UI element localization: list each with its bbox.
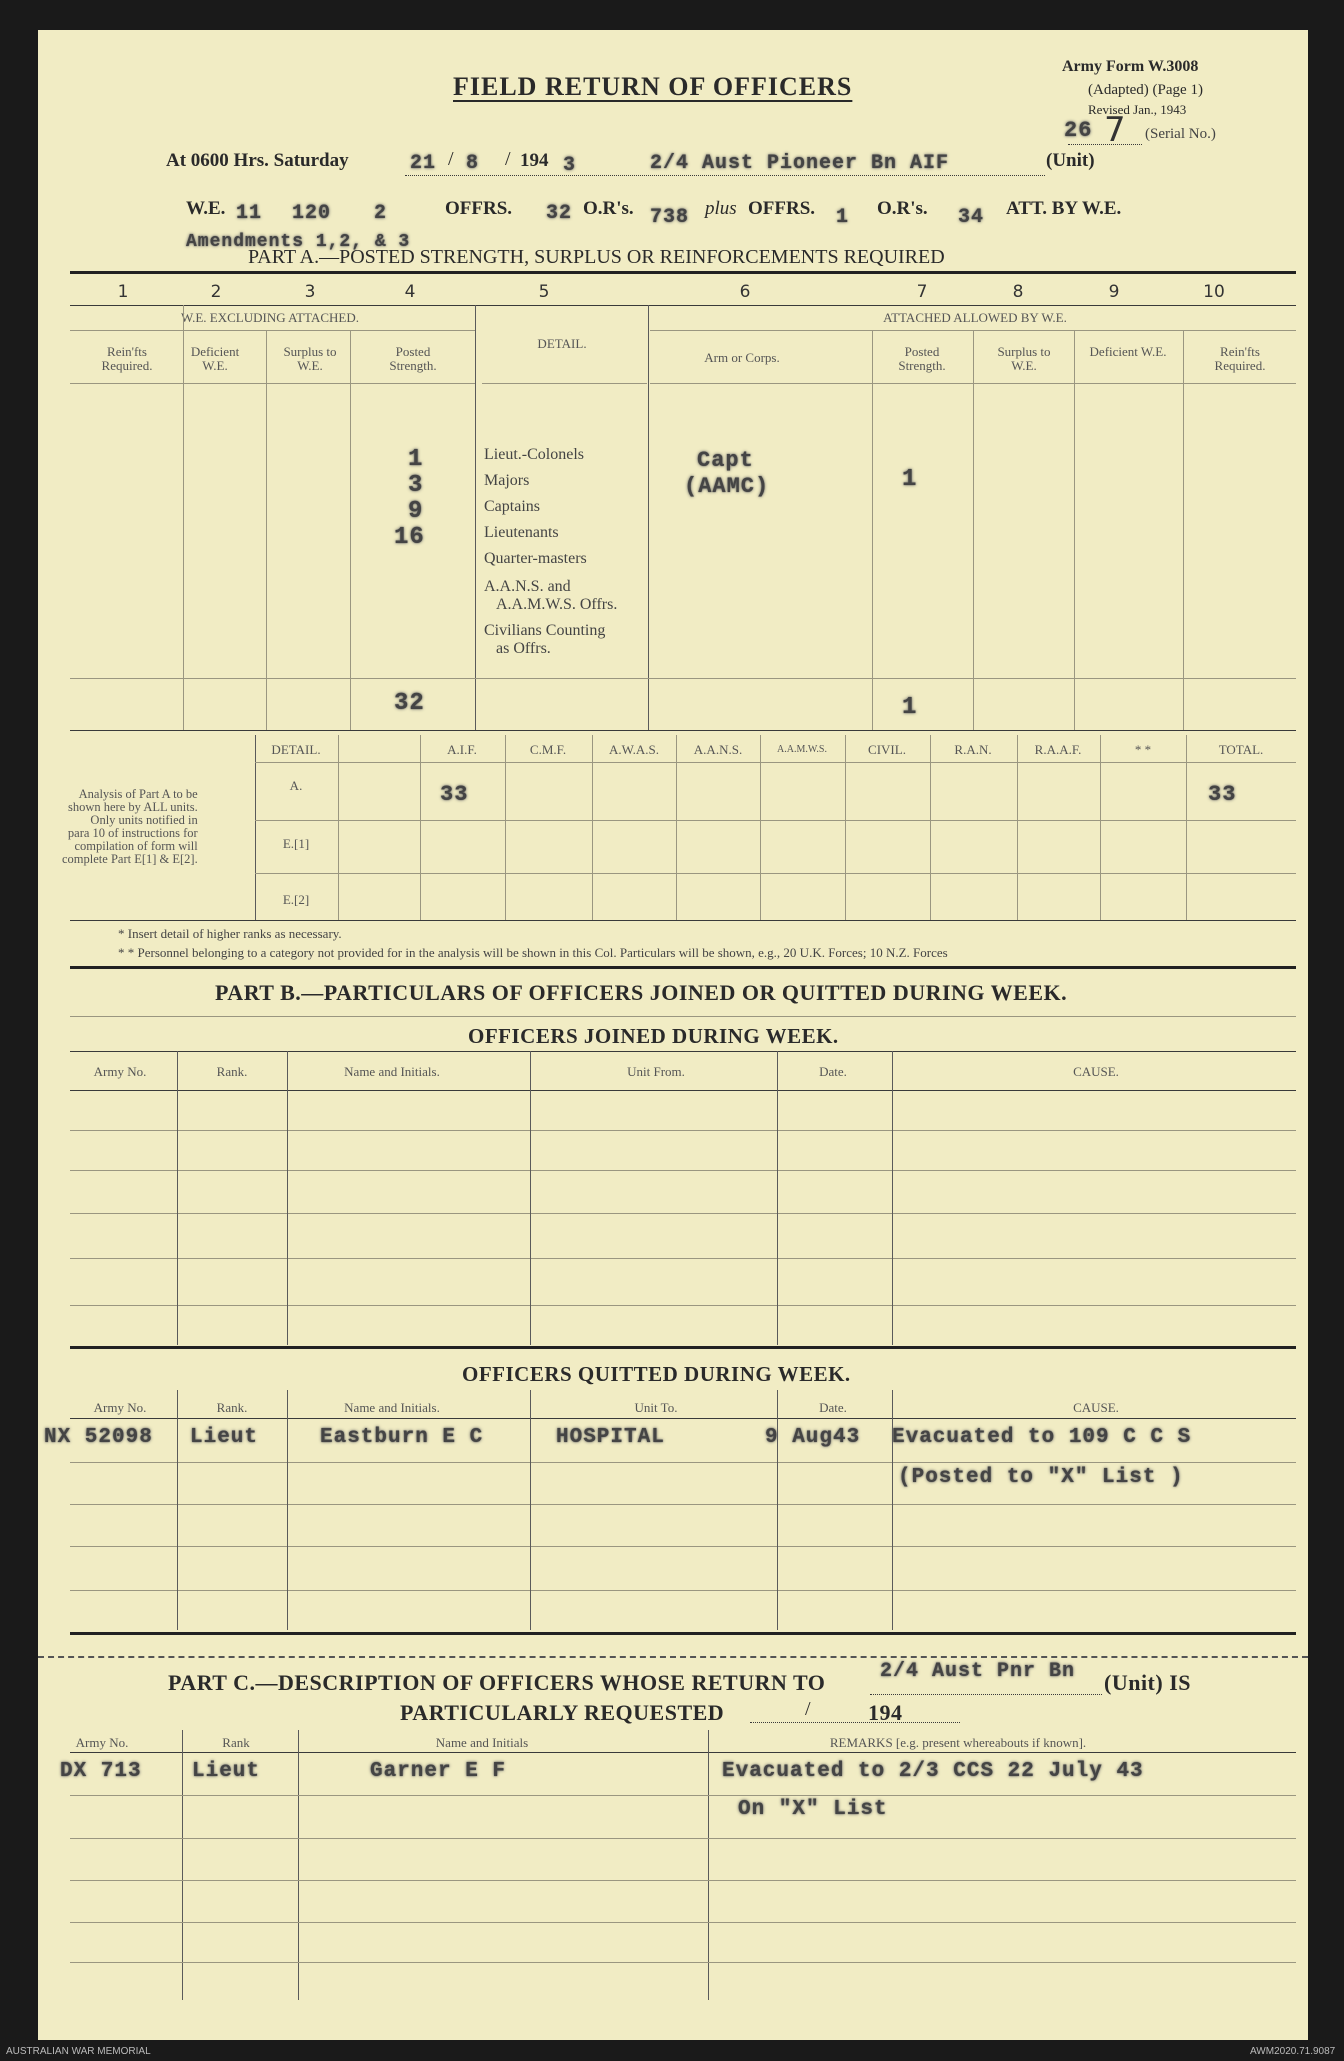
joined-col: Unit From. <box>627 1064 685 1079</box>
part-c-unit: 2/4 Aust Pnr Bn <box>880 1660 1076 1683</box>
footnote-2: * * Personnel belonging to a category not provided for in the analysis will be shown in this Col. Particulars will be shown, e.g., 20 U.K. Forces; 10 N.Z. Forces <box>118 945 948 960</box>
serial-handwritten: 7 <box>1104 110 1126 150</box>
attached-arm: Capt <box>697 448 754 473</box>
part-c-col: Name and Initials <box>435 1735 529 1750</box>
quitted-army-no: NX 52098 <box>44 1426 153 1449</box>
posted-lt-col: 1 <box>408 446 424 473</box>
plus-offrs-value: 1 <box>836 206 850 229</box>
head-posted-strength: Posted Strength. <box>389 344 437 373</box>
attached-posted: 1 <box>902 466 918 493</box>
col-number: 6 <box>739 282 751 302</box>
head-reinfts-required: Rein'fts Required. <box>101 344 153 373</box>
part-c-remarks: Evacuated to 2/3 CCS 22 July 43 <box>722 1760 1144 1783</box>
attached-total: 1 <box>902 694 918 721</box>
detail-row: A.A.M.W.S. Offrs. <box>496 596 618 613</box>
form-title: FIELD RETURN OF OFFICERS <box>453 72 853 101</box>
analysis-col: A.A.N.S. <box>693 742 743 757</box>
head-arm-corps: Arm or Corps. <box>704 350 780 365</box>
col-number: 9 <box>1108 282 1120 302</box>
analysis-col: R.A.N. <box>954 742 992 757</box>
form-number: Army Form W.3008 <box>1062 58 1199 75</box>
plus-offrs-label: OFFRS. <box>748 198 816 219</box>
analysis-col: A.A.M.W.S. <box>777 744 827 755</box>
quitted-title: OFFICERS QUITTED DURING WEEK. <box>462 1362 851 1386</box>
analysis-col: TOTAL. <box>1218 742 1264 757</box>
quitted-rank: Lieut <box>190 1426 259 1449</box>
we-excluding-header: W.E. EXCLUDING ATTACHED. <box>181 310 359 325</box>
col-number: 4 <box>404 282 416 302</box>
detail-row: as Offrs. <box>496 640 551 657</box>
ors-label: O.R's. <box>583 198 634 219</box>
quitted-col: Unit To. <box>634 1400 678 1415</box>
attached-header: ATTACHED ALLOWED BY W.E. <box>883 310 1067 325</box>
posted-captains: 9 <box>408 498 424 525</box>
joined-col: Name and Initials. <box>344 1064 440 1079</box>
head-att-deficient: Deficient W.E. <box>1089 344 1167 359</box>
plus-label: plus <box>705 198 737 219</box>
head-detail: DETAIL. <box>537 336 587 351</box>
part-c-col: Army No. <box>75 1735 129 1750</box>
offrs-label: OFFRS. <box>445 198 513 219</box>
head-att-posted: Posted Strength. <box>898 344 946 373</box>
plus-ors-value: 34 <box>958 206 985 229</box>
analysis-row-label: E.[1] <box>282 836 310 851</box>
part-c-title: PART C.—DESCRIPTION OF OFFICERS WHOSE RETURN TO <box>168 1670 826 1695</box>
unit-label: (Unit) <box>1046 150 1095 171</box>
col-number: 1 <box>117 282 129 302</box>
head-att-surplus: Surplus to W.E. <box>997 344 1051 373</box>
part-c-col: Rank <box>222 1735 250 1750</box>
col-number: 10 <box>1203 282 1225 302</box>
detail-row: Civilians Counting <box>484 622 606 639</box>
analysis-col: A.W.A.S. <box>608 742 660 757</box>
head-deficient-we: Deficient W.E. <box>190 344 240 373</box>
col-number: 7 <box>916 282 928 302</box>
detail-row: Lieut.-Colonels <box>484 446 584 463</box>
analysis-col: CIVIL. <box>868 742 906 757</box>
quitted-col: Name and Initials. <box>344 1400 440 1415</box>
analysis-col: A.I.F. <box>447 742 477 757</box>
head-att-reinfts: Rein'fts Required. <box>1214 344 1266 373</box>
footer-source: AUSTRALIAN WAR MEMORIAL <box>6 2046 151 2057</box>
detail-row: Quarter-masters <box>484 550 587 567</box>
col-number: 2 <box>210 282 222 302</box>
year-digit: 3 <box>563 154 577 177</box>
joined-col: Rank. <box>216 1064 248 1079</box>
quitted-name: Eastburn E C <box>320 1426 484 1449</box>
col-number: 3 <box>304 282 316 302</box>
year-prefix: 194 <box>520 150 549 171</box>
part-c-rank: Lieut <box>192 1760 261 1783</box>
posted-majors: 3 <box>408 472 424 499</box>
analysis-total-a: 33 <box>1208 782 1237 807</box>
part-c-year: 194 <box>868 1700 903 1725</box>
part-c-name: Garner E F <box>370 1760 507 1783</box>
analysis-col: * * <box>1134 742 1152 757</box>
quitted-cause: Evacuated to 109 C C S <box>892 1426 1192 1449</box>
ors-value: 738 <box>650 206 690 229</box>
analysis-col: C.M.F. <box>529 742 567 757</box>
analysis-col: DETAIL. <box>271 742 321 757</box>
part-b-title: PART B.—PARTICULARS OF OFFICERS JOINED OR QUITTED DURING WEEK. <box>215 980 1068 1005</box>
joined-col: CAUSE. <box>1073 1064 1119 1079</box>
form-adapted: (Adapted) (Page 1) <box>1088 82 1203 98</box>
we-a: 11 <box>236 202 263 225</box>
analysis-col: R.A.A.F. <box>1034 742 1082 757</box>
plus-ors-label: O.R's. <box>877 198 928 219</box>
we-label: W.E. <box>186 198 226 219</box>
analysis-row-label: E.[2] <box>282 892 310 907</box>
quitted-cause-2: (Posted to "X" List ) <box>898 1466 1184 1489</box>
analysis-row-label: A. <box>289 778 303 793</box>
month-typed: 8 <box>466 152 480 175</box>
part-c-remarks-2: On "X" List <box>738 1798 888 1821</box>
part-c-col: REMARKS [e.g. present whereabouts if known]. <box>829 1735 1087 1750</box>
we-b: 120 <box>292 202 332 225</box>
form-revised: Revised Jan., 1943 <box>1088 102 1187 117</box>
attached-corps: (AAMC) <box>684 474 770 499</box>
serial-typed: 26 <box>1064 118 1093 143</box>
part-a-title: PART A.—POSTED STRENGTH, SURPLUS OR REINFORCEMENTS REQUIRED <box>248 246 945 268</box>
quitted-unit-to: HOSPITAL <box>556 1426 665 1449</box>
footer-id: AWM2020.71.9087 <box>1250 2046 1336 2057</box>
quitted-col: Army No. <box>93 1400 147 1415</box>
unit-name-typed: 2/4 Aust Pioneer Bn AIF <box>650 152 950 175</box>
part-c-unit-is: (Unit) IS <box>1104 1670 1192 1695</box>
quitted-date: 9 Aug43 <box>765 1426 861 1449</box>
joined-col: Army No. <box>93 1064 147 1079</box>
at-time-label: At 0600 Hrs. Saturday <box>166 150 349 171</box>
detail-row: Lieutenants <box>484 524 559 541</box>
posted-total: 32 <box>394 690 425 717</box>
posted-lieutenants: 16 <box>394 524 425 551</box>
col-number: 5 <box>538 282 550 302</box>
head-surplus-we: Surplus to W.E. <box>283 344 337 373</box>
quitted-col: CAUSE. <box>1073 1400 1119 1415</box>
detail-row: Majors <box>484 472 530 489</box>
footnote-1: * Insert detail of higher ranks as necessary. <box>118 926 342 941</box>
analysis-aif-a: 33 <box>440 782 469 807</box>
quitted-col: Rank. <box>216 1400 248 1415</box>
offrs-value: 32 <box>546 202 573 225</box>
part-c-requested: PARTICULARLY REQUESTED <box>400 1700 725 1725</box>
quitted-col: Date. <box>819 1400 847 1415</box>
amendments-typed: Amendments 1,2, & 3 <box>186 232 411 252</box>
serial-label: (Serial No.) <box>1145 126 1216 142</box>
we-c: 2 <box>374 202 388 225</box>
joined-title: OFFICERS JOINED DURING WEEK. <box>468 1024 839 1048</box>
analysis-note: Analysis of Part A to be shown here by ALL units. Only units notified in para 10 of instructions for compilation of form will complete Part E[1] & E[2]. <box>62 787 198 866</box>
detail-row: Captains <box>484 498 540 515</box>
att-by-we-label: ATT. BY W.E. <box>1006 198 1122 219</box>
part-c-army-no: DX 713 <box>60 1760 142 1783</box>
col-number: 8 <box>1012 282 1024 302</box>
day-typed: 21 <box>410 152 437 175</box>
detail-row: A.A.N.S. and <box>484 578 571 595</box>
joined-col: Date. <box>819 1064 847 1079</box>
